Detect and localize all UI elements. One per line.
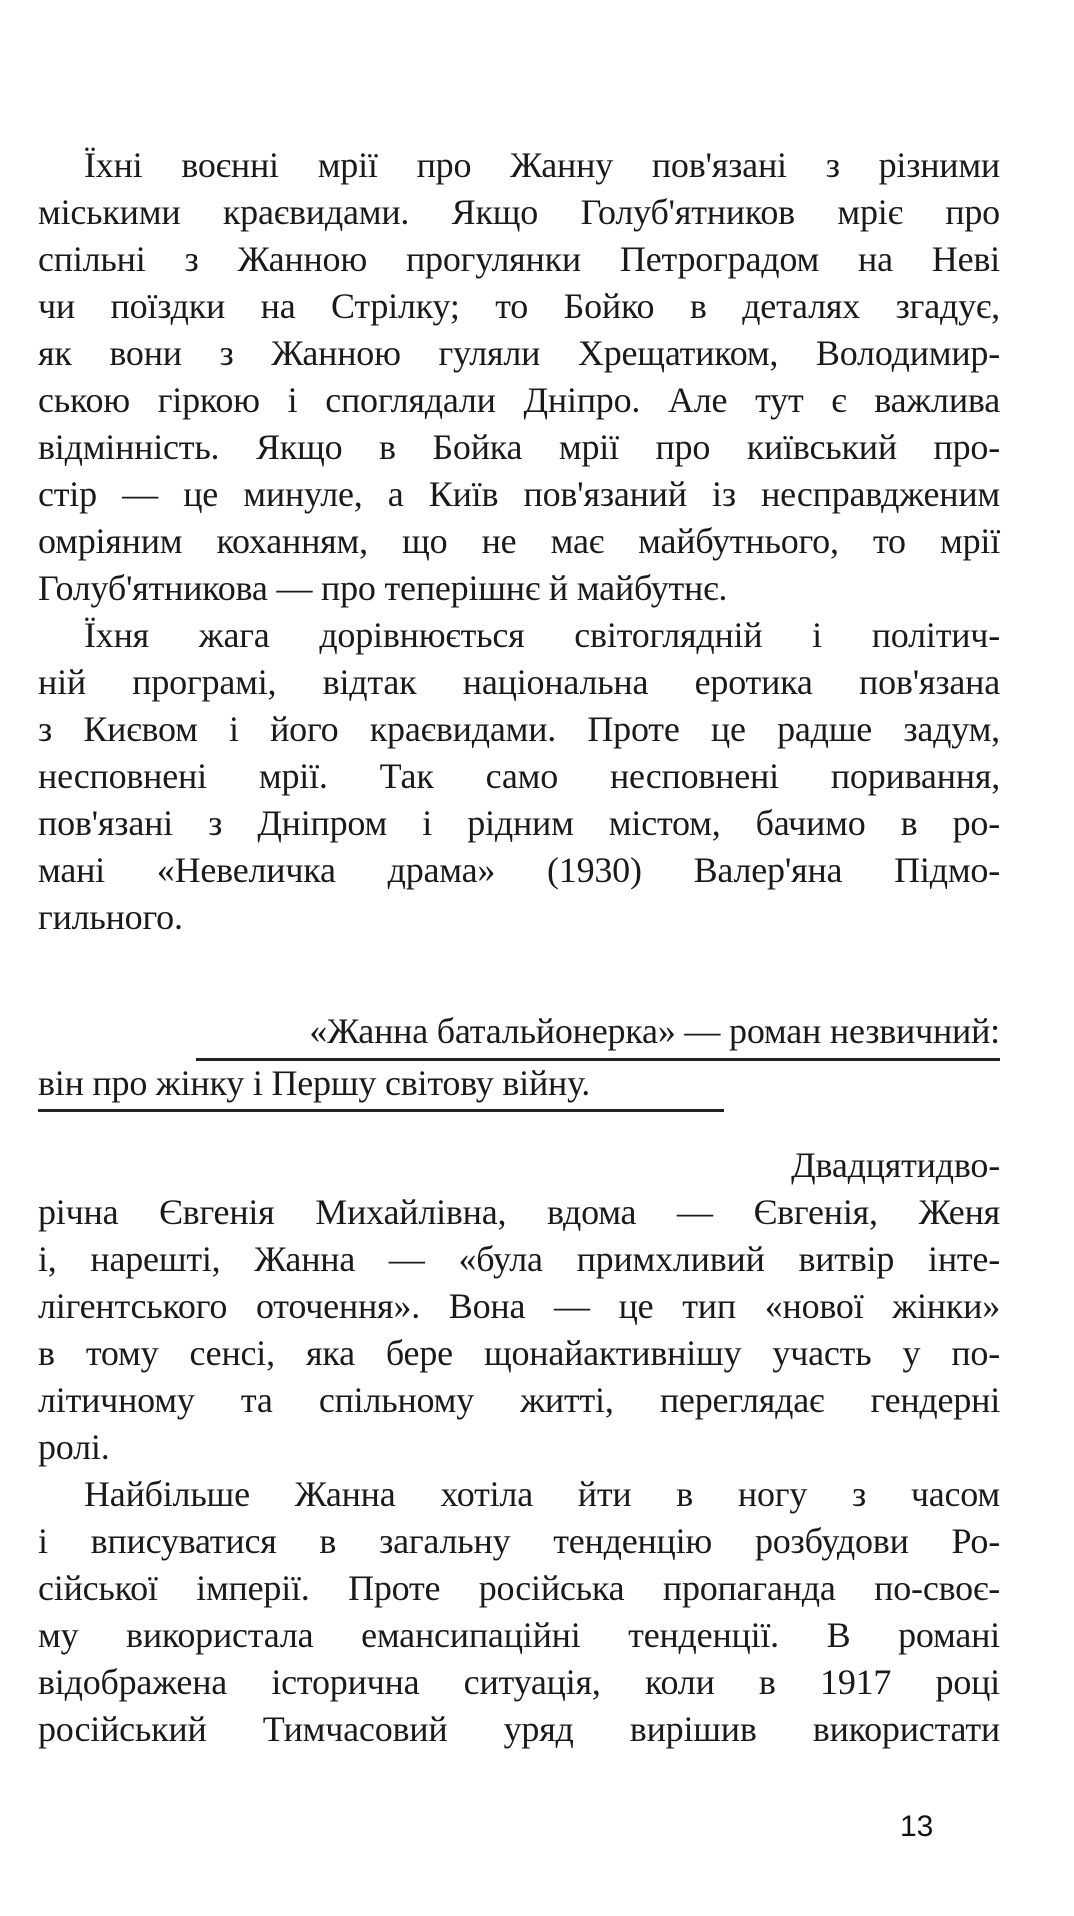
pull-quote-line: він про жінку і Першу світову війну.	[38, 1063, 591, 1103]
text-line: чи поїздки на Стрілку; то Бойко в деталях згадує,	[38, 286, 1000, 326]
text-line: омріяним коханням, що не має майбутнього, то мрії	[38, 521, 1000, 561]
text-line: спільні з Жанною прогулянки Петроградом на Неві	[38, 239, 1000, 279]
text-line: як вони з Жанною гуляли Хрещатиком, Володимир-	[38, 333, 1000, 373]
text-line: міськими краєвидами. Якщо Голуб'ятников мріє про	[38, 192, 1000, 232]
page-number: 13	[900, 1810, 934, 1843]
text-line: мані «Невеличка драма» (1930) Валер'яна Підмо-	[38, 850, 1000, 890]
text-line: Двадцятидво-	[791, 1145, 1000, 1185]
text-line: ською гіркою і споглядали Дніпро. Але тут є важлива	[38, 380, 1000, 420]
text-line: Їхні воєнні мрії про Жанну пов'язані з різними	[84, 145, 1000, 185]
text-line: з Києвом і його краєвидами. Проте це радше задум,	[38, 709, 1000, 749]
text-line: російський Тимчасовий уряд вирішив використати	[38, 1709, 1000, 1749]
pull-quote-line: «Жанна батальйонерка» — роман незвичний:	[309, 1011, 1000, 1051]
text-line: ролі.	[38, 1427, 110, 1467]
text-line: пов'язані з Дніпром і рідним містом, бачимо в ро-	[38, 803, 1000, 843]
text-line: Їхня жага дорівнюється світоглядній і політич-	[84, 615, 1000, 655]
text-line: річна Євгенія Михайлівна, вдома — Євгенія, Женя	[38, 1192, 1000, 1232]
text-line: і, нарешті, Жанна — «була примхливий витвір інте-	[38, 1239, 1000, 1279]
text-line: лігентського оточення». Вона — це тип «нової жінки»	[38, 1286, 1000, 1326]
text-line: і вписуватися в загальну тенденцію розбудови Ро-	[38, 1521, 1000, 1561]
pull-quote-underline	[38, 1109, 724, 1112]
text-line: несповнені мрії. Так само несповнені поривання,	[38, 756, 1000, 796]
text-line: сійської імперії. Проте російська пропаганда по-своє-	[38, 1568, 1000, 1608]
text-line: му використала емансипаційні тенденції. В романі	[38, 1615, 1000, 1655]
text-line: відображена історична ситуація, коли в 1917 році	[38, 1662, 1000, 1702]
text-line: Найбільше Жанна хотіла йти в ногу з часом	[84, 1474, 1000, 1514]
text-line: Голуб'ятникова — про теперішнє й майбутнє.	[38, 568, 728, 608]
text-line: гильного.	[38, 897, 183, 937]
text-line: відмінність. Якщо в Бойка мрії про київський про-	[38, 427, 1000, 467]
text-line: літичному та спільному житті, переглядає гендерні	[38, 1380, 1000, 1420]
text-line: в тому сенсі, яка бере щонайактивнішу участь у по-	[38, 1333, 1000, 1373]
text-line: ній програмі, відтак національна еротика пов'язана	[38, 662, 1000, 702]
text-line: стір — це минуле, а Київ пов'язаний із несправдженим	[38, 474, 1000, 514]
